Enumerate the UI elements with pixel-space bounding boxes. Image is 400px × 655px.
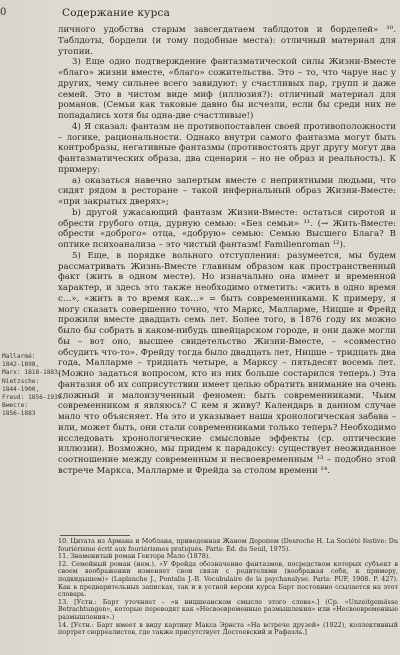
footnote-divider — [60, 535, 130, 536]
paragraph: a) оказаться навечно запертым вместе с неприятными людьми, что сидят рядом в ресторане – такой инфернальный образ Жизни-Вместе: «при закрытых дверях»; — [58, 175, 396, 207]
margin-note-line: Freud: 1856-1939. — [2, 394, 66, 402]
paragraph: 3) Еще одно подтверждение фантазматической силы Жизни-Вместе «благо» жизни вместе, «благо» сожительства. Это – то, что чаруе нас у других, чему сильнее всего завидуют: у счастливых пар, групп и даже семей. Это в чистом виде миф (иллюзия?): отличный материал для романов. (Семьи как таковые давно бы исчезли, если бы среди них не попадались хотя бы одна-две счастливые!) — [58, 57, 396, 121]
footnote: 13. [Устн.: Барт уточняет – «в ницшеанском смысле этого слова».] (Ср. «Unzeitgemässe Betrachtungen», которые переводят как «Несвоевременные размышления» или «Несвоевременные размышления».) — [58, 597, 398, 621]
footnote: 11. Знаменитый роман Гектора Мало (1878). — [58, 552, 211, 561]
paragraph: личного удобства старым завсегдатаем таблдотов и борделей» ¹⁰. Таблдоты, бордели (и тому подобные места): отличный материал для утопии. — [58, 25, 396, 57]
margin-note-line: Mallarmé: — [2, 353, 36, 360]
footnote: 14. [Устн.: Барт имеет в виду картину Макса Эрнста «На встрече друзей» (1922), коллективный портрет сюрреалистов, где также присутствует Достоевский и Рафаэль.] — [58, 620, 398, 637]
running-head: Содержание курса — [62, 7, 171, 19]
margin-note-line: 1844-1900, — [2, 385, 40, 393]
page-number: 0 — [0, 7, 7, 18]
margin-note-line: Nietzsche: — [2, 377, 40, 385]
paragraph: 5) Еще, в порядке вольного отступления: разумеется, мы будем рассматривать Жизнь-Вместе главным образом как пространственный факт (жить в одном месте). Но изначально она имеет и временной характер, и здесь это также необходимо отметить: «жить в одно время с…», «жить в то время как…» = быть современниками. К примеру, я могу сказать совершенно точно, что Маркс, Малларме, Ницше и Фрейд прожили вместе двадцать семь лет. Более того, в 1876 году их можно было бы собрать в каком-нибудь швейцарском городе, и они даже могли бы – вот оно, высшее свидетельство Жизни-Вместе, – «совместно обсудить что-то». Фрейду тогда было двадцать лет, Ницше – тридцать два года, Малларме – тридцать четыре, а Марксу – пятьдесят восемь лет. (Можно задаться вопросом, кто из них больше состарился теперь.) Эта фантазия об их соприсутствии имеет целью обратить внимание на очень сложный и малоизученный феномен: быть современниками. Чьим современником я являюсь? С кем я живу? Календарь в данном случае мало что объясняет. На это и указывает наша хронологическая забава – или, может быть, они стали современниками только теперь? Необходимо исследовать хронологические смысловые эффекты (ср. оптические иллюзии). Возможно, мы придем к парадоксу: существует неожиданное соотношение между современным и несвоевременным ¹³ – подобно этой встрече Маркса, Малларме и Фрейда за столом времени ¹⁴. — [58, 250, 396, 476]
handwritten-margin-note — [2, 353, 66, 419]
margin-note-line: Вместе: — [2, 402, 29, 410]
margin-note-line: 1856-1883 — [2, 410, 36, 418]
margin-note-line: Marx: 1818-1883, — [2, 369, 62, 377]
paragraph: b) другой ужасающий фантазм Жизни-Вместе: остаться сиротой и обрести грубого отца, дурную семью: «Без семьи» ¹¹. (→ Жить-Вместе: обрести «доброго» отца, «добрую» семью: Семью Высшего Блага? В оптике психоанализа – это чистый фантазм! Familienroman ¹²). — [58, 207, 396, 250]
footnotes — [58, 538, 398, 637]
main-text — [58, 25, 396, 477]
paragraph: 4) Я сказал: фантазм не противопоставлен своей противоположности – логике, рациональности. Однако внутри самого фантазма могут быть контробразы, негативные фантазмы (противостоять друг другу могут два фантазматических образа, два сценария – но не образ и реальность). К примеру: — [58, 121, 396, 175]
footnote: 12. Семейный роман (нем.). «У Фрейда обозначение фантазмов, посредством которых субъект в своем воображении изменяет свои связи с родителями (воображая себя, к примеру, подкидышем)» (Laplanche J., Pontalis J.-B. Vocabulaire de la psychanalyse. Paris: PUF, 1908. P. 427). Как в предварительных записках, так и в устной версии курса Барт постоянно ссылается на этот словарь. — [58, 559, 398, 599]
margin-note-line: 1842-1898, — [2, 361, 40, 369]
footnote: 10. Цитата из Армана и Моблана, приведенная Жаном Деропем (Desroche H. La Société festive: Du fouriérisme écrit aux fouriérismes pratiqués. Paris: Éd. du Seuil, 1975). — [58, 537, 398, 553]
